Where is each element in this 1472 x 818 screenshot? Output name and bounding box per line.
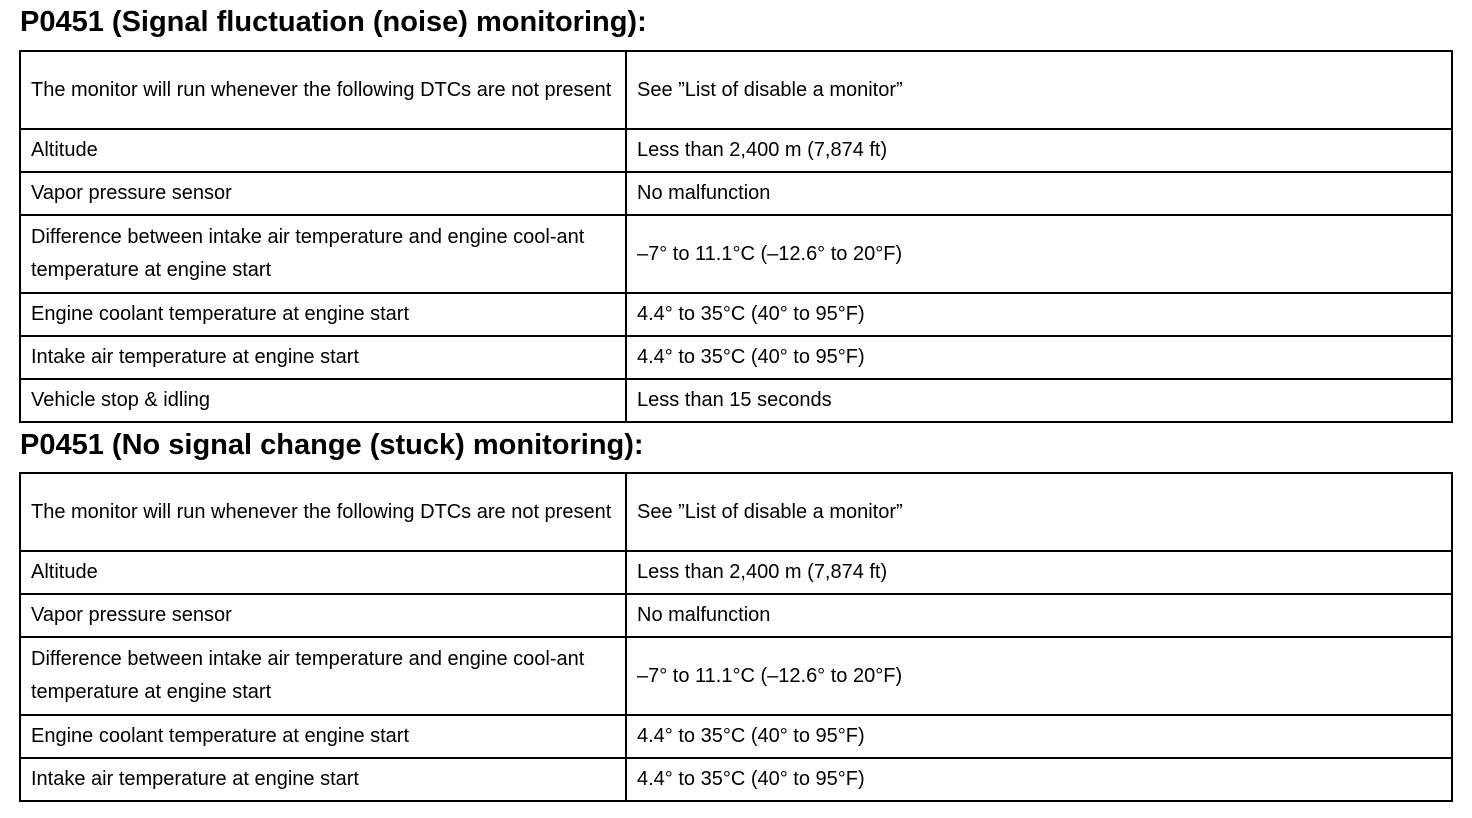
value-cell: –7° to 11.1°C (–12.6° to 20°F) xyxy=(626,637,1452,715)
condition-cell: Difference between intake air temperature and engine cool-ant temperature at engine start xyxy=(20,215,626,293)
conditions-table-noise-monitoring xyxy=(19,50,1453,423)
value-cell: 4.4° to 35°C (40° to 95°F) xyxy=(626,758,1452,801)
table-row xyxy=(20,551,1452,594)
value-cell: No malfunction xyxy=(626,172,1452,215)
value-cell: 4.4° to 35°C (40° to 95°F) xyxy=(626,715,1452,758)
table-row xyxy=(20,172,1452,215)
value-cell: 4.4° to 35°C (40° to 95°F) xyxy=(626,293,1452,336)
condition-cell: Vapor pressure sensor xyxy=(20,594,626,637)
table-row xyxy=(20,758,1452,801)
value-cell: –7° to 11.1°C (–12.6° to 20°F) xyxy=(626,215,1452,293)
value-cell: 4.4° to 35°C (40° to 95°F) xyxy=(626,336,1452,379)
value-cell: Less than 15 seconds xyxy=(626,379,1452,422)
section-title-noise-monitoring: P0451 (Signal fluctuation (noise) monitoring): xyxy=(20,6,647,38)
condition-cell: The monitor will run whenever the following DTCs are not present xyxy=(20,473,626,551)
value-cell: No malfunction xyxy=(626,594,1452,637)
value-cell: Less than 2,400 m (7,874 ft) xyxy=(626,129,1452,172)
value-cell: Less than 2,400 m (7,874 ft) xyxy=(626,551,1452,594)
section-title-stuck-monitoring: P0451 (No signal change (stuck) monitoring): xyxy=(20,429,644,461)
table-row xyxy=(20,594,1452,637)
table-row xyxy=(20,129,1452,172)
condition-cell: Intake air temperature at engine start xyxy=(20,336,626,379)
table-row xyxy=(20,51,1452,129)
table-row xyxy=(20,215,1452,293)
table-row xyxy=(20,379,1452,422)
condition-cell: Vapor pressure sensor xyxy=(20,172,626,215)
table-row xyxy=(20,293,1452,336)
table-row xyxy=(20,637,1452,715)
condition-cell: Difference between intake air temperature and engine cool-ant temperature at engine start xyxy=(20,637,626,715)
condition-cell: Engine coolant temperature at engine start xyxy=(20,293,626,336)
conditions-table-stuck-monitoring xyxy=(19,472,1453,802)
value-cell: See ”List of disable a monitor” xyxy=(626,473,1452,551)
condition-cell: Engine coolant temperature at engine start xyxy=(20,715,626,758)
condition-cell: The monitor will run whenever the following DTCs are not present xyxy=(20,51,626,129)
table-row xyxy=(20,473,1452,551)
condition-cell: Intake air temperature at engine start xyxy=(20,758,626,801)
condition-cell: Altitude xyxy=(20,129,626,172)
value-cell: See ”List of disable a monitor” xyxy=(626,51,1452,129)
condition-cell: Vehicle stop & idling xyxy=(20,379,626,422)
table-row xyxy=(20,715,1452,758)
condition-cell: Altitude xyxy=(20,551,626,594)
table-row xyxy=(20,336,1452,379)
